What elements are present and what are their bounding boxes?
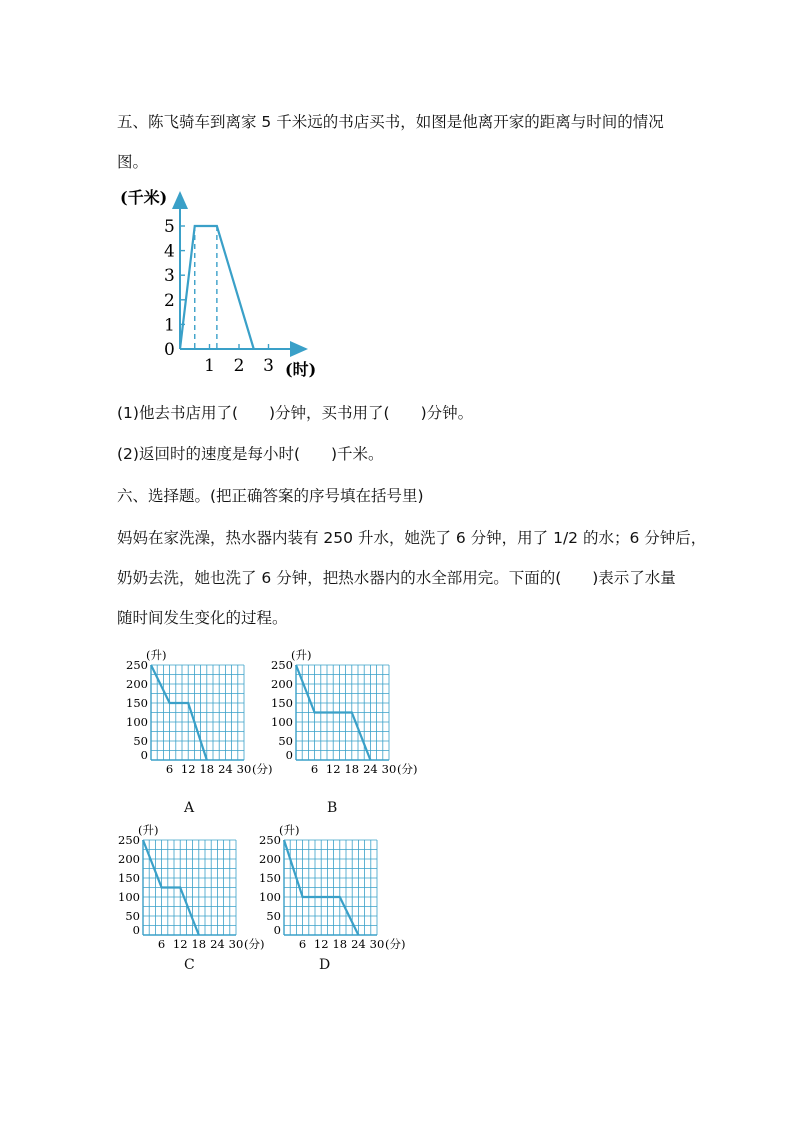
y-tick-label: 4	[164, 241, 175, 262]
option-c-x-tick-label: 24	[210, 937, 225, 951]
option-d-y-tick-label: 150	[259, 871, 281, 885]
option-a-y-tick-label: 200	[126, 677, 148, 691]
q6-stem-line2: 奶奶去洗，她也洗了 6 分钟，把热水器内的水全部用完。下面的( )表示了水量	[117, 569, 676, 587]
option-b-x-tick-label: 6	[310, 762, 319, 776]
option-b-x-tick-label: 18	[344, 762, 360, 776]
option-d-y-tick-label: 50	[266, 909, 281, 923]
q6-title: 六、选择题。(把正确答案的序号填在括号里)	[117, 487, 424, 505]
x-tick-label: 2	[233, 356, 245, 376]
option-c-y-tick-label: 100	[118, 890, 140, 904]
q6-stem-line1: 妈妈在家洗澡，热水器内装有 250 升水，她洗了 6 分钟，用了 1/2 的水；6 分钟后，	[117, 529, 707, 547]
option-a-y-tick-label: 150	[126, 696, 148, 710]
option-b-y-tick-label: 200	[271, 677, 293, 691]
option-d-y-tick-label: 200	[259, 852, 281, 866]
option-d-x-tick-label: 6	[298, 937, 307, 951]
option-b-x-tick-label: 30	[381, 762, 397, 776]
option-a-label: A	[184, 800, 195, 816]
y-tick-label: 1	[164, 315, 175, 336]
option-a-y-tick-label: 50	[133, 734, 148, 748]
option-d-x-tick-label: 12	[313, 937, 329, 951]
option-a-x-tick-label: 30	[236, 762, 252, 776]
option-d-label: D	[319, 957, 331, 973]
option-d-x-tick-label: 24	[351, 937, 366, 951]
q5-stem-line2: 图。	[117, 153, 149, 171]
y-tick-label: 5	[164, 217, 175, 237]
option-d-y-tick-label: 100	[259, 890, 281, 904]
y-tick-label: 0	[164, 340, 175, 360]
q5-stem-line1: 五、陈飞骑车到离家 5 千米远的书店买书，如图是他离开家的距离与时间的情况	[117, 113, 664, 131]
option-c-y-tick-label: 250	[118, 833, 140, 847]
y-tick-label: 2	[164, 290, 175, 311]
option-c-x-tick-label: 18	[191, 937, 207, 951]
option-b-label: B	[327, 800, 338, 816]
option-c-y-tick-label: 200	[118, 852, 140, 866]
option-c-y-axis-label: (升)	[138, 823, 159, 837]
option-a-y-tick-label: 250	[126, 658, 148, 672]
option-a-y-axis-label: (升)	[146, 648, 167, 662]
option-a-x-tick-label: 24	[218, 762, 233, 776]
option-a-y-tick-label: 100	[126, 715, 148, 729]
option-c-y-tick-label: 150	[118, 871, 140, 885]
option-a-x-tick-label: 18	[199, 762, 215, 776]
option-b-y-tick-label: 100	[271, 715, 293, 729]
q5-part2: (2)返回时的速度是每小时( )千米。	[117, 445, 384, 463]
x-axis-label: (时)	[285, 360, 317, 379]
option-b-x-tick-label: 12	[325, 762, 341, 776]
option-a-y-tick-label: 0	[140, 748, 148, 762]
x-tick-label: 1	[204, 356, 215, 376]
y-tick-label: 3	[164, 266, 175, 287]
option-c-x-tick-label: 30	[228, 937, 244, 951]
option-b-y-tick-label: 150	[271, 696, 293, 710]
option-b-y-tick-label: 250	[271, 658, 293, 672]
option-c-label: C	[184, 957, 195, 973]
option-b-x-axis-label: (分)	[397, 762, 418, 776]
option-d-y-tick-label: 0	[273, 923, 281, 937]
option-a-x-tick-label: 12	[180, 762, 196, 776]
option-a-x-axis-label: (分)	[252, 762, 273, 776]
option-b-x-tick-label: 24	[363, 762, 378, 776]
q5-part1: (1)他去书店用了( )分钟，买书用了( )分钟。	[117, 404, 474, 422]
option-c-y-tick-label: 0	[132, 923, 140, 937]
option-c-y-tick-label: 50	[125, 909, 140, 923]
option-b-y-tick-label: 50	[278, 734, 293, 748]
option-d-x-axis-label: (分)	[385, 937, 406, 951]
option-a-x-tick-label: 6	[165, 762, 174, 776]
option-b-y-tick-label: 0	[285, 748, 293, 762]
y-axis-label: (千米)	[120, 188, 168, 207]
q6-stem-line3: 随时间发生变化的过程。	[117, 609, 288, 627]
option-d-x-tick-label: 30	[369, 937, 385, 951]
option-d-y-axis-label: (升)	[279, 823, 300, 837]
option-d-y-tick-label: 250	[259, 833, 281, 847]
option-c-x-tick-label: 6	[157, 937, 166, 951]
option-b-y-axis-label: (升)	[291, 648, 312, 662]
option-c-x-axis-label: (分)	[244, 937, 265, 951]
option-c-x-tick-label: 12	[172, 937, 188, 951]
x-tick-label: 3	[263, 356, 274, 376]
option-d-x-tick-label: 18	[332, 937, 348, 951]
